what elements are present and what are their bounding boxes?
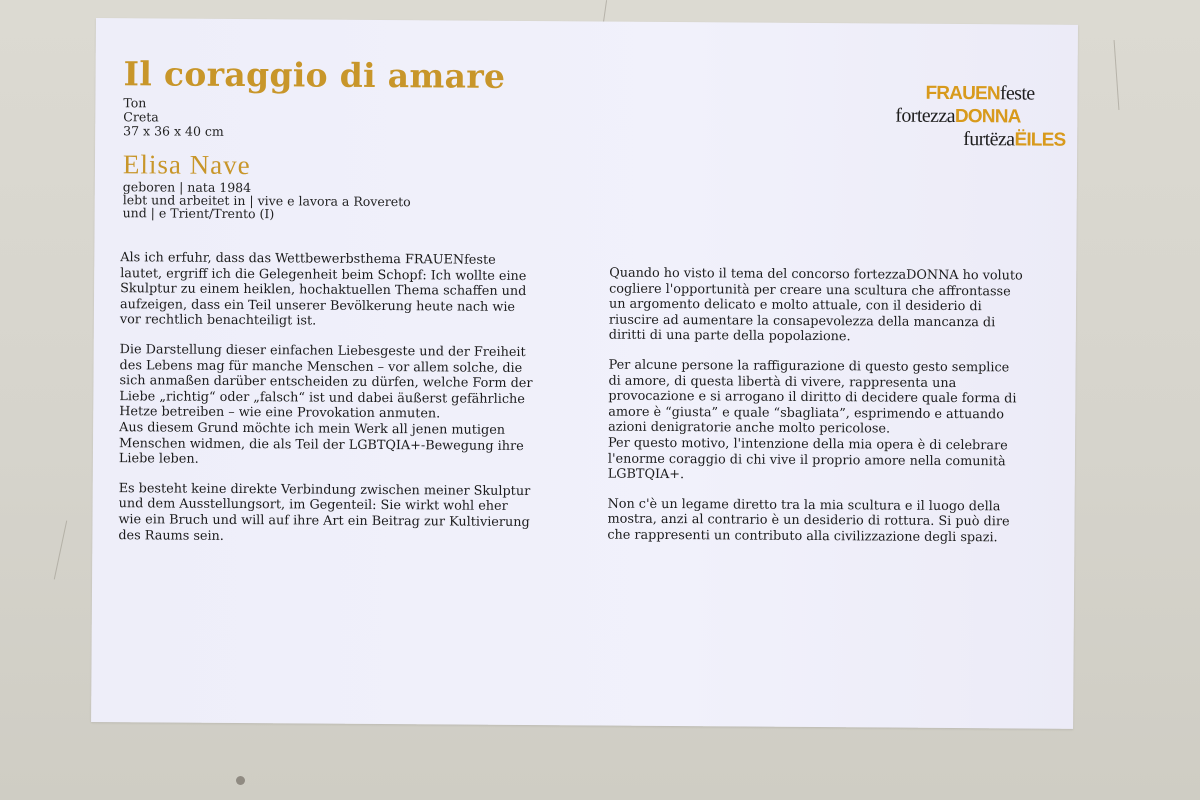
text-line: Menschen widmen, die als Teil der LGBTQIA+-Bewegung ihre: [118, 435, 524, 454]
text-line: lautet, ergriff ich die Gelegenheit beim Schopf: Ich wollte eine: [120, 265, 527, 284]
text-line: aufzeigen, dass ein Teil unserer Bevölkerung heute nach wie: [119, 296, 516, 315]
artwork-title: Il coraggio di amare: [123, 54, 506, 96]
logo-word: ËILES: [1014, 129, 1066, 151]
text-line: Es besteht keine direkte Verbindung zwischen meiner Skulptur: [118, 480, 531, 499]
text-line: diritti di una parte della popolazione.: [608, 327, 851, 345]
text-line: des Lebens mag für manche Menschen – vor allem solche, die: [119, 357, 523, 376]
logo-word: fortezza: [895, 104, 956, 127]
paragraph: [609, 266, 1050, 347]
text-line: riuscire ad aumentare la consapevolezza della mancanza di: [608, 312, 996, 331]
artwork-materials: [123, 96, 224, 139]
logo-word: DONNA: [954, 105, 1021, 128]
material-line: Creta: [123, 109, 159, 125]
logo-line-1: [885, 82, 1065, 106]
paragraph: [608, 358, 1049, 486]
frauenfeste-logo: [885, 82, 1066, 152]
text-line: LGBTQIA+.: [607, 466, 685, 483]
text-line: Als ich erfuhr, dass das Wettbewerbsthema FRAUENfeste: [120, 250, 496, 268]
material-line: Ton: [123, 95, 147, 111]
logo-line-3: [885, 128, 1065, 152]
text-line: di amore, di questa libertà di vivere, rappresenta una: [608, 373, 957, 391]
text-line: l'enorme coraggio di chi vive il proprio amore nella comunità: [607, 451, 1006, 469]
text-line: wie ein Bruch und will auf ihre Art ein Beitrag zur Kultivierung: [118, 512, 530, 530]
paragraph: [118, 481, 573, 547]
artist-bio: [123, 180, 411, 221]
text-line: provocazione e si arrogano il diritto di decidere quale forma di: [608, 388, 1017, 407]
paragraph: [119, 342, 575, 470]
text-line: cogliere l'opportunità per creare una scultura che affrontasse: [609, 281, 1011, 299]
text-line: und dem Ausstellungsort, im Gegenteil: Sie wirkt wohl eher: [118, 496, 508, 515]
dimensions: 37 x 36 x 40 cm: [123, 123, 224, 139]
italian-text: [607, 266, 1049, 561]
text-line: azioni denigratorie anche molto pericolose.: [608, 419, 891, 437]
exhibit-placard: [91, 18, 1078, 729]
german-text: [118, 250, 575, 560]
text-line: sich anmaßen darüber entscheiden zu dürfen, welche Form der: [119, 373, 533, 392]
logo-word: feste: [999, 82, 1035, 105]
text-line: un argomento delicato e molto attuale, con il desiderio di: [608, 296, 982, 315]
text-line: Aus diesem Grund möchte ich mein Werk all jenen mutigen: [119, 420, 506, 438]
text-line: Liebe leben.: [118, 451, 199, 467]
text-line: Per alcune persone la raffigurazione di questo gesto semplice: [608, 357, 1010, 376]
wall-hole: [236, 776, 245, 785]
wall-crack: [1114, 40, 1120, 110]
bio-line: lebt und arbeitet in | vive e lavora a Rovereto: [122, 192, 411, 210]
wall-crack: [54, 521, 67, 580]
text-line: Skulptur zu einem heiklen, hochaktuellen Thema schaffen und: [120, 281, 527, 300]
logo-word: FRAUEN: [925, 82, 1000, 105]
text-line: Per questo motivo, l'intenzione della mia opera è di celebrare: [607, 435, 1008, 454]
text-line: mostra, anzi al contrario è un desiderio di rottura. Si può dire: [607, 511, 1010, 530]
text-line: che rappresenti un contributo alla civilizzazione degli spazi.: [607, 527, 998, 546]
text-line: Hetze betreiben – wie eine Provokation anmuten.: [119, 404, 441, 422]
text-line: Die Darstellung dieser einfachen Liebesgeste und der Freiheit: [119, 342, 526, 360]
paragraph: [120, 250, 576, 331]
text-line: vor rechtlich benachteiligt ist.: [119, 312, 317, 329]
bio-line: geboren | nata 1984: [122, 179, 252, 196]
bio-line: und | e Trient/Trento (I): [122, 205, 275, 222]
text-line: Liebe „richtig“ oder „falsch“ ist und dabei äußerst gefährliche: [119, 388, 525, 407]
logo-word: furtëza: [963, 128, 1015, 151]
text-line: Non c'è un legame diretto tra la mia scultura e il luogo della: [607, 496, 1001, 515]
artist-name: Elisa Nave: [122, 149, 251, 181]
text-line: Quando ho visto il tema del concorso fortezzaDONNA ho voluto: [609, 265, 1023, 284]
paragraph: [607, 496, 1047, 546]
text-line: amore è “giusta” e quale “sbagliata”, esprimendo e attuando: [608, 404, 1005, 423]
text-line: des Raums sein.: [118, 527, 224, 544]
logo-line-2: [885, 105, 1065, 129]
